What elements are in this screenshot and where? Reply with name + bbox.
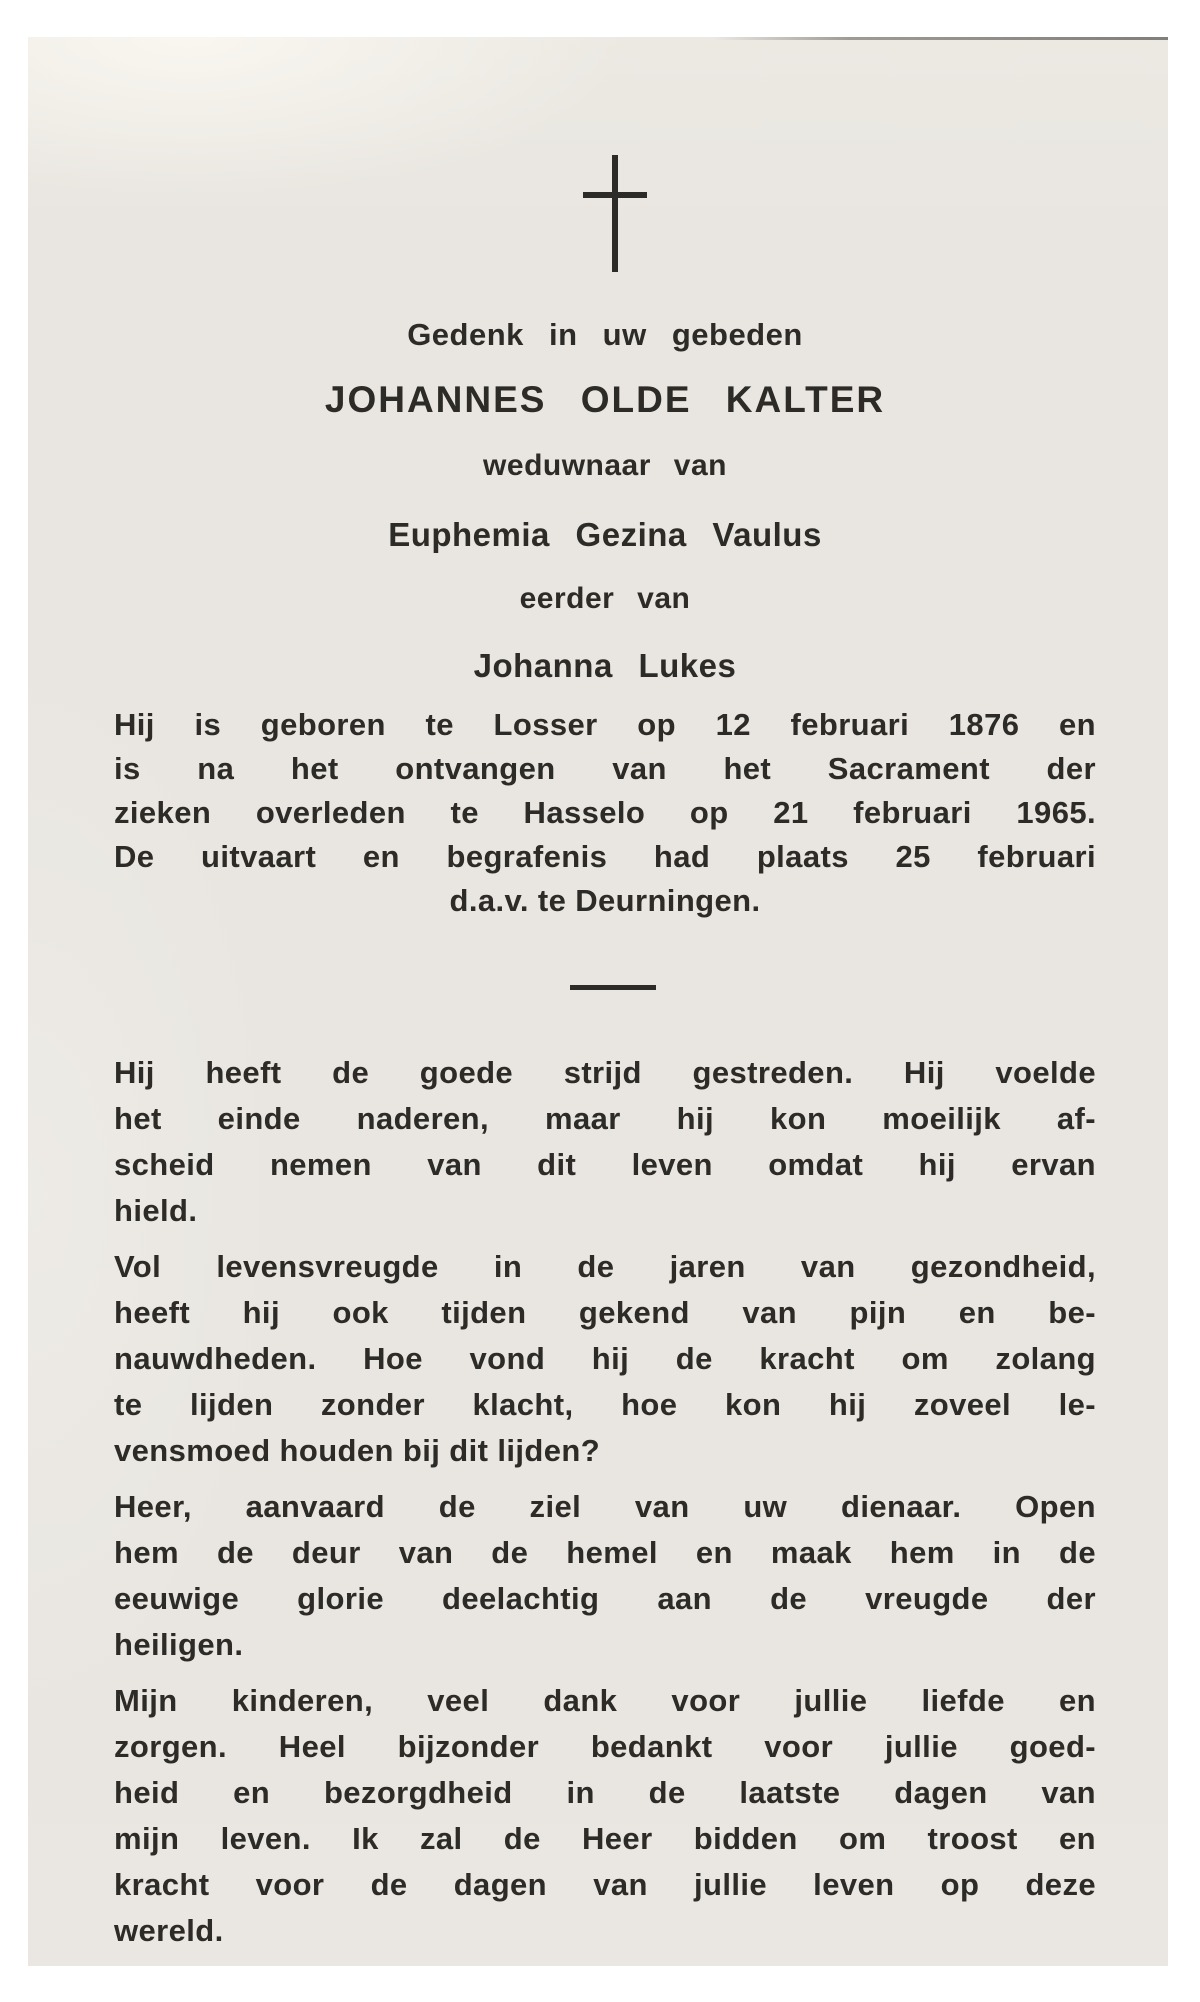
text-line: heiligen. — [114, 1627, 244, 1662]
cross-horizontal-bar — [583, 192, 647, 198]
text-line: te lijden zonder klacht, hoe kon hij zoveel le- — [114, 1387, 1096, 1422]
paragraph — [114, 1244, 1096, 1474]
card-content — [114, 318, 1096, 1954]
text-line: eeuwige glorie deelachtig aan de vreugde der — [114, 1581, 1096, 1616]
paragraph — [114, 1050, 1096, 1234]
text-line: hield. — [114, 1193, 198, 1228]
deceased-name: JOHANNES OLDE KALTER — [324, 379, 886, 420]
text-line: mijn leven. Ik zal de Heer bidden om troost en — [114, 1821, 1096, 1856]
memorial-card — [28, 37, 1168, 1966]
text-line: heid en bezorgdheid in de laatste dagen van — [114, 1775, 1096, 1810]
text-line: heeft hij ook tijden gekend van pijn en be- — [114, 1295, 1096, 1330]
intro-paragraph — [114, 703, 1096, 923]
text-line: Mijn kinderen, veel dank voor jullie liefde en — [114, 1683, 1096, 1718]
text-line: is na het ontvangen van het Sacrament der — [114, 751, 1096, 786]
text-line: Vol levensvreugde in de jaren van gezondheid, — [114, 1249, 1096, 1284]
cross-vertical-bar — [612, 155, 618, 272]
text-line: kracht voor de dagen van jullie leven op deze — [114, 1867, 1096, 1902]
text-line: vensmoed houden bij dit lijden? — [114, 1433, 601, 1468]
paragraph — [114, 1484, 1096, 1668]
text-line: zorgen. Heel bijzonder bedankt voor jullie goed- — [114, 1729, 1096, 1764]
text-line: Heer, aanvaard de ziel van uw dienaar. Open — [114, 1489, 1096, 1524]
text-line: het einde naderen, maar hij kon moeilijk af- — [114, 1101, 1096, 1136]
text-line: zieken overleden te Hasselo op 21 februari 1965. — [114, 795, 1096, 830]
paragraph — [114, 1678, 1096, 1954]
section-divider — [570, 985, 656, 990]
text-line: Hij heeft de goede strijd gestreden. Hij voelde — [114, 1055, 1096, 1090]
text-line: nauwdheden. Hoe vond hij de kracht om zolang — [114, 1341, 1096, 1376]
relation-text-1: weduwnaar van — [483, 449, 727, 482]
text-line: De uitvaart en begrafenis had plaats 25 februari — [114, 839, 1096, 874]
text-line: wereld. — [114, 1913, 224, 1948]
relation-text-2: eerder van — [519, 582, 691, 615]
text-line: d.a.v. te Deurningen. — [449, 883, 761, 918]
text-line: scheid nemen van dit leven omdat hij ervan — [114, 1147, 1096, 1182]
text-line: Hij is geboren te Losser op 12 februari 1876 en — [114, 707, 1096, 742]
spouse-name-1: Euphemia Gezina Vaulus — [388, 516, 822, 553]
memorial-phrase: Gedenk in uw gebeden — [407, 317, 803, 352]
prayer-paragraphs — [114, 1050, 1096, 1954]
text-line: hem de deur van de hemel en maak hem in de — [114, 1535, 1096, 1570]
spouse-name-2: Johanna Lukes — [473, 647, 737, 684]
latin-cross-icon — [583, 155, 647, 272]
